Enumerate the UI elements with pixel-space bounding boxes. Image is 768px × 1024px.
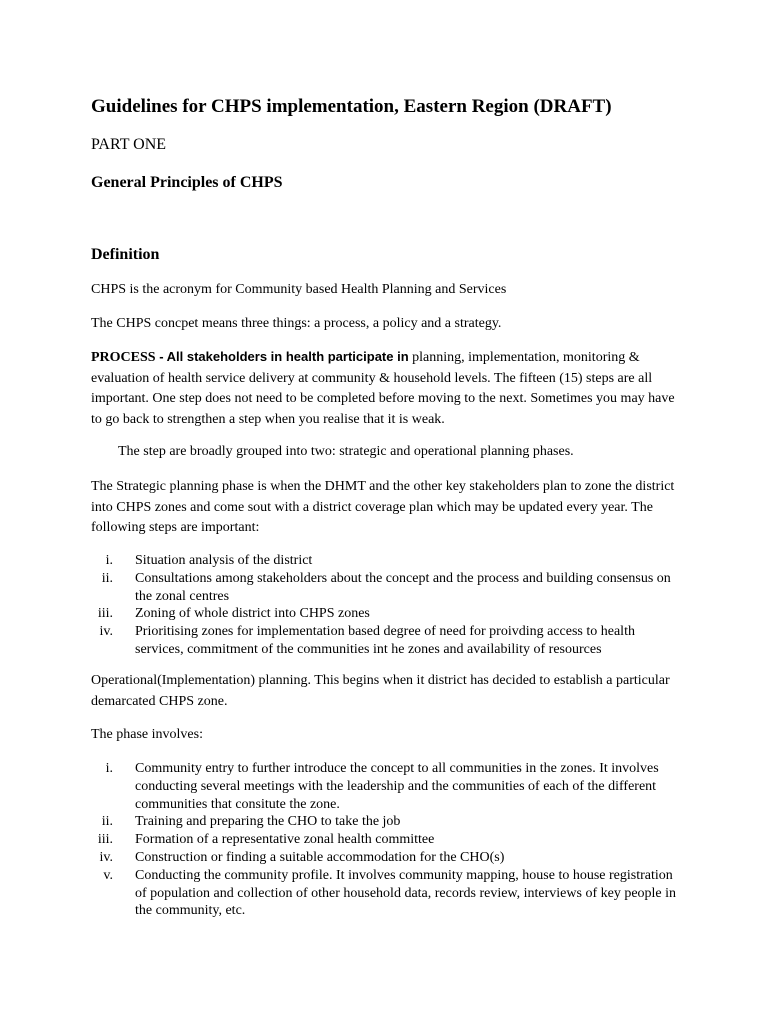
list-item-text: Training and preparing the CHO to take the job bbox=[135, 814, 401, 830]
list-item-text: Consultations among stakeholders about the concept and the process and building consensus on the zonal centres bbox=[135, 570, 671, 604]
operational-steps-list bbox=[91, 760, 681, 920]
list-item bbox=[91, 552, 681, 570]
list-item-text: Situation analysis of the district bbox=[135, 553, 313, 568]
strategic-steps-list bbox=[91, 552, 681, 659]
paragraph-process bbox=[91, 347, 681, 430]
list-item bbox=[91, 813, 681, 831]
process-label: PROCESS bbox=[91, 350, 156, 365]
list-item-number: v. bbox=[103, 867, 113, 883]
list-item-text: Construction or finding a suitable accommodation for the CHO(s) bbox=[135, 849, 505, 865]
list-item bbox=[91, 570, 681, 606]
list-item-number: iv. bbox=[99, 624, 113, 640]
list-item-text: Zoning of whole district into CHPS zones bbox=[135, 606, 370, 622]
paragraph-concept: The CHPS concpet means three things: a process, a policy and a strategy. bbox=[91, 316, 502, 331]
process-lead-text: - All stakeholders in health participate in bbox=[155, 349, 409, 364]
list-item-number: iii. bbox=[97, 832, 113, 848]
list-item bbox=[91, 867, 681, 920]
list-item-text: Prioritising zones for implementation based degree of need for proivding access to health services, commitment of the communities int he zones and availability of resources bbox=[135, 624, 635, 657]
list-item bbox=[91, 623, 681, 659]
process-body-text: planning, implementation, monitoring & evaluation of health service delivery at community & household levels. The fifteen (15) steps are all important. One step does not need to be completed before moving to the next. Sometimes you may have to go back to strengthen a step when you realise that it is weak. bbox=[91, 350, 675, 427]
list-item-text: Conducting the community profile. It involves community mapping, house to house registration of population and collection of other household data, records review, interviews of key people in the community, etc. bbox=[135, 867, 677, 919]
part-label: PART ONE bbox=[91, 136, 167, 153]
list-item-number: i. bbox=[105, 761, 113, 776]
paragraph-steps-grouped: The step are broadly grouped into two: strategic and operational planning phases. bbox=[118, 444, 574, 459]
list-item-number: i. bbox=[105, 553, 113, 568]
list-item bbox=[91, 760, 681, 813]
paragraph-operational-planning: Operational(Implementation) planning. This begins when it district has decided to establish a particular demarcated CHPS zone. bbox=[91, 673, 670, 709]
paragraph-phase-involves: The phase involves: bbox=[91, 727, 203, 742]
definition-heading: Definition bbox=[91, 246, 160, 263]
list-item bbox=[91, 605, 681, 623]
paragraph-acronym: CHPS is the acronym for Community based Health Planning and Services bbox=[91, 282, 507, 297]
list-item bbox=[91, 831, 681, 849]
list-item-number: iv. bbox=[99, 849, 113, 865]
list-item-number: iii. bbox=[97, 606, 113, 622]
list-item bbox=[91, 849, 681, 867]
document-title: Guidelines for CHPS implementation, Eastern Region (DRAFT) bbox=[91, 96, 612, 117]
list-item-number: ii. bbox=[101, 570, 113, 586]
list-item-number: ii. bbox=[101, 814, 113, 830]
section-heading: General Principles of CHPS bbox=[91, 174, 283, 191]
list-item-text: Formation of a representative zonal health committee bbox=[135, 832, 435, 848]
list-item-text: Community entry to further introduce the concept to all communities in the zones. It involves conducting several meetings with the leadership and the communities of each of the different communities that consitute the zone. bbox=[135, 761, 659, 812]
paragraph-strategic-phase: The Strategic planning phase is when the DHMT and the other key stakeholders plan to zone the district into CHPS zones and come sout with a district coverage plan which may be updated every year. The following steps are important: bbox=[91, 479, 675, 535]
